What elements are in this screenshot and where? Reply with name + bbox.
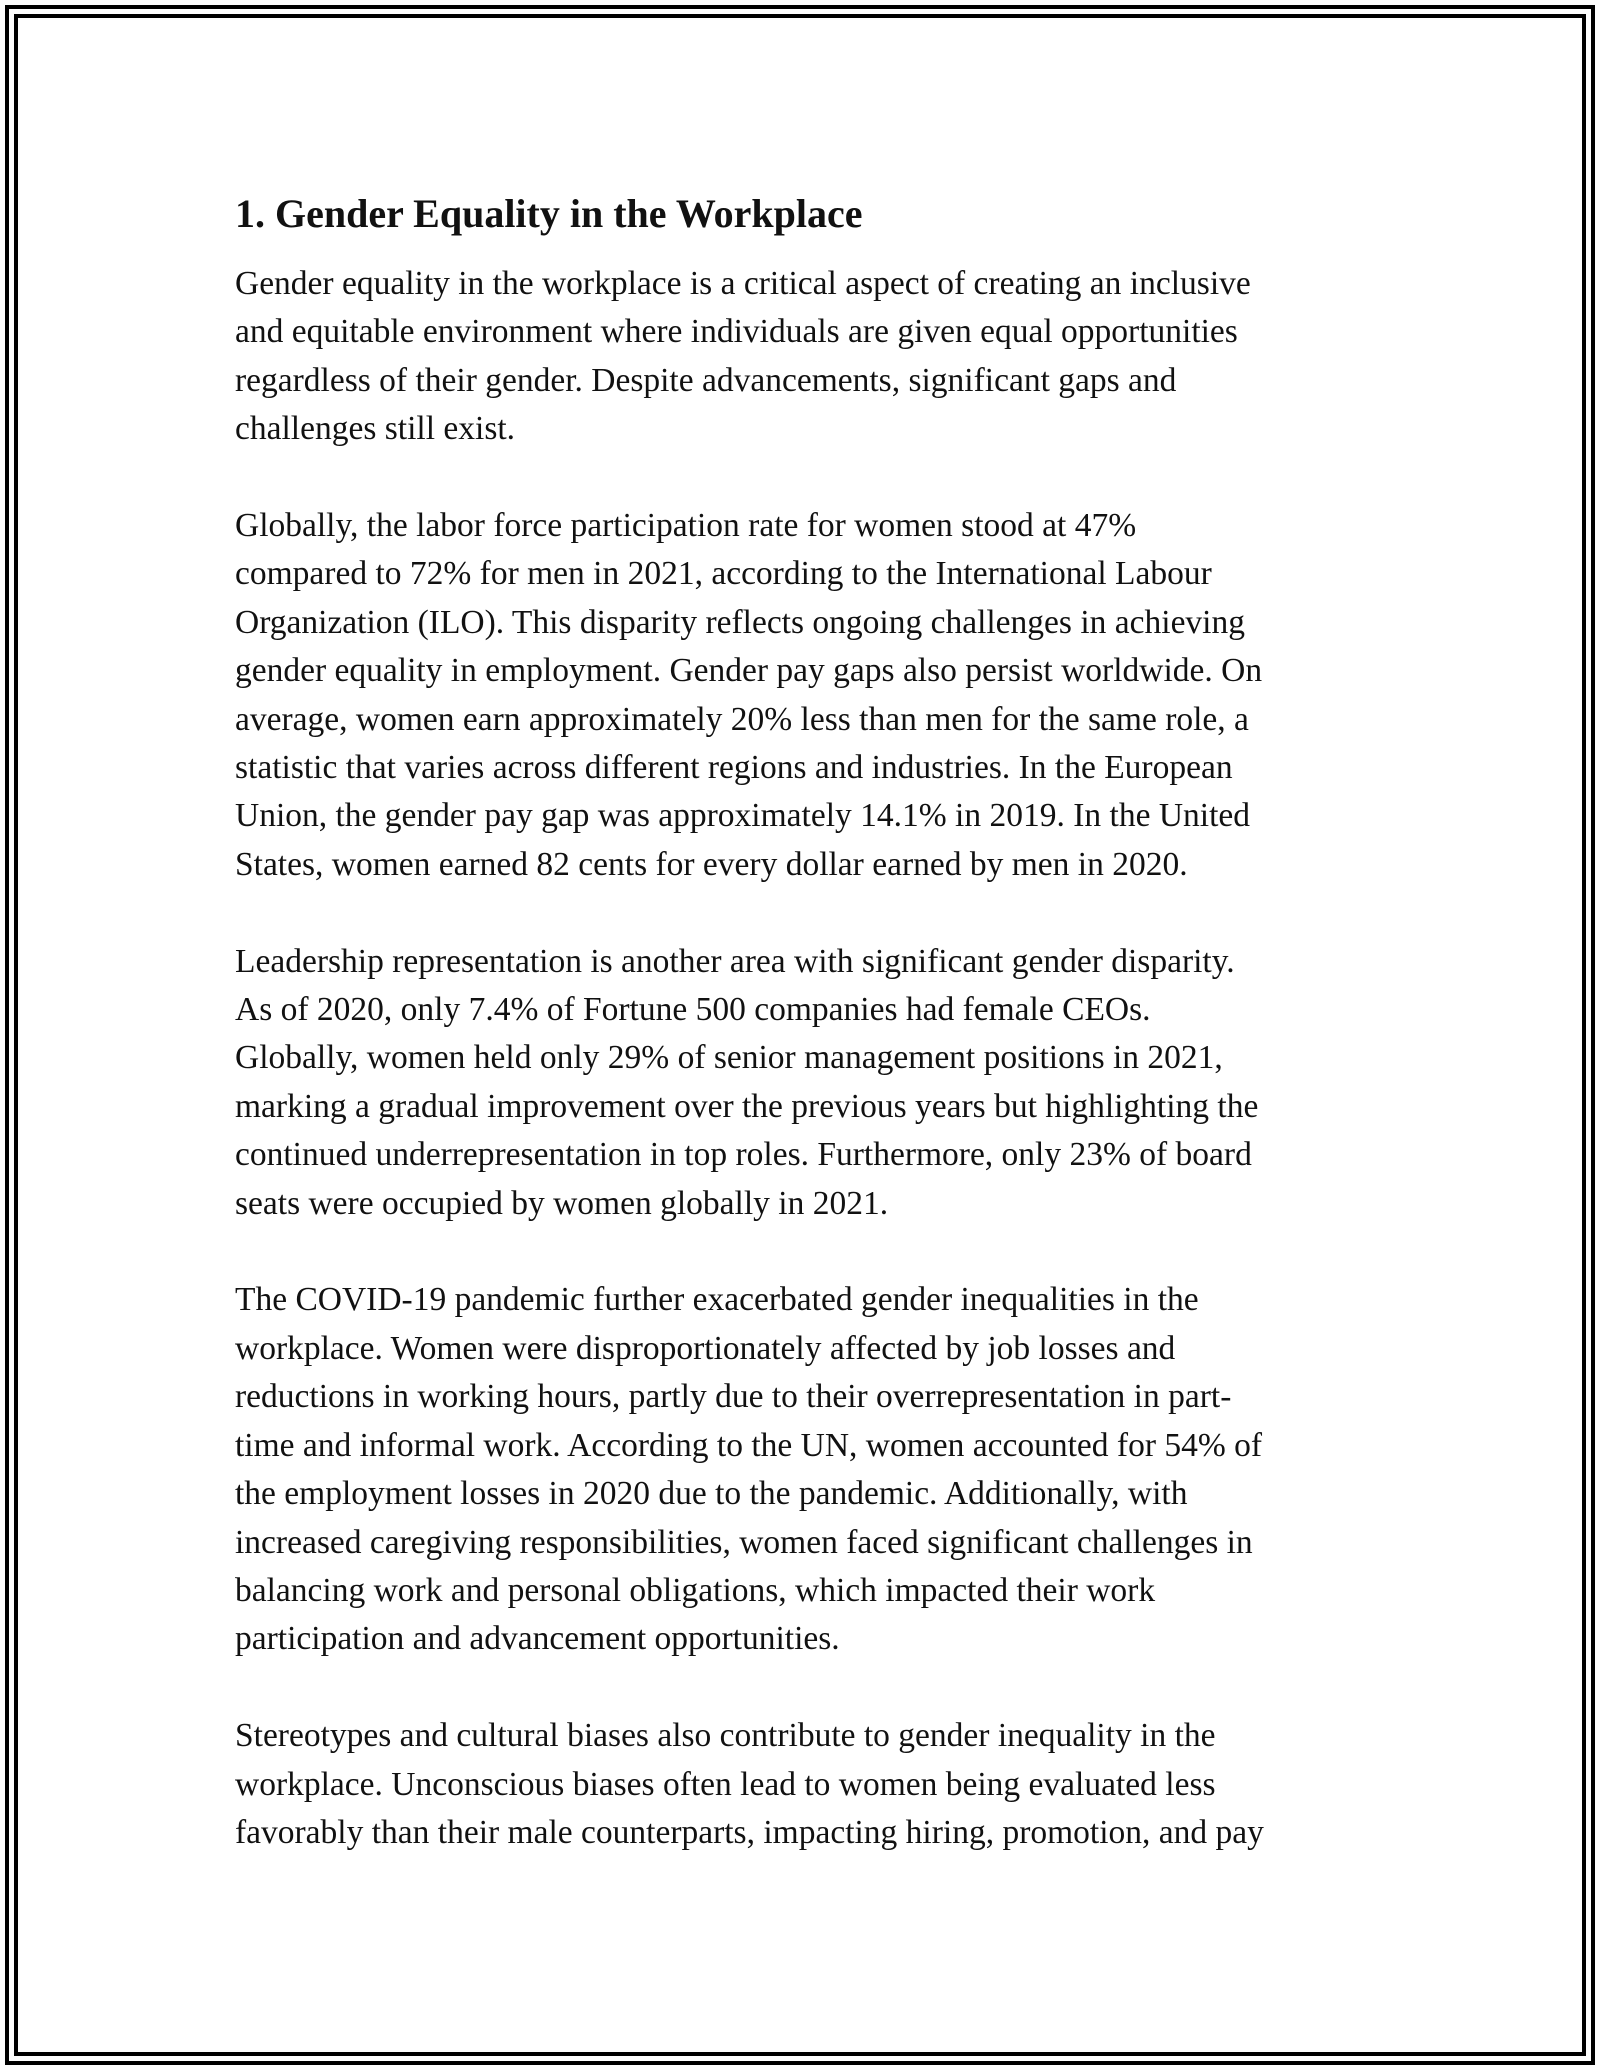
text-line: Union, the gender pay gap was approximately 14.1% in 2019. In the United xyxy=(235,797,1250,835)
text-line: workplace. Women were disproportionately affected by job losses and xyxy=(235,1329,1176,1367)
paragraph-covid xyxy=(235,1276,1375,1663)
text-line: statistic that varies across different regions and industries. In the European xyxy=(235,749,1233,787)
text-line: seats were occupied by women globally in 2021. xyxy=(235,1184,889,1222)
text-line: As of 2020, only 7.4% of Fortune 500 companies had female CEOs. xyxy=(235,991,1151,1029)
text-line: Gender equality in the workplace is a critical aspect of creating an inclusive xyxy=(235,265,1251,302)
text-line: States, women earned 82 cents for every dollar earned by men in 2020. xyxy=(235,845,1188,883)
text-line: workplace. Unconscious biases often lead to women being evaluated less xyxy=(235,1765,1216,1803)
text-line: increased caregiving responsibilities, women faced significant challenges in xyxy=(235,1523,1253,1561)
text-line: gender equality in employment. Gender pay gaps also persist worldwide. On xyxy=(235,652,1263,690)
text-line: marking a gradual improvement over the previous years but highlighting the xyxy=(235,1087,1259,1125)
document-body xyxy=(235,186,1375,1906)
text-line: challenges still exist. xyxy=(235,410,516,448)
text-line: Globally, the labor force participation rate for women stood at 47% xyxy=(235,507,1137,545)
text-line: Organization (ILO). This disparity reflects ongoing challenges in achieving xyxy=(235,603,1245,641)
text-line: balancing work and personal obligations, which impacted their work xyxy=(235,1571,1156,1609)
paragraph-leadership xyxy=(235,938,1375,1228)
text-line: the employment losses in 2020 due to the pandemic. Additionally, with xyxy=(235,1475,1188,1513)
paragraph-stereotypes xyxy=(235,1712,1375,1857)
text-line: favorably than their male counterparts, impacting hiring, promotion, and pay xyxy=(235,1813,1264,1851)
text-line: Leadership representation is another area with significant gender disparity. xyxy=(235,942,1235,980)
text-line: and equitable environment where individuals are given equal opportunities xyxy=(235,313,1238,351)
text-line: time and informal work. According to the UN, women accounted for 54% of xyxy=(235,1426,1263,1464)
text-line: Stereotypes and cultural biases also contribute to gender inequality in the xyxy=(235,1717,1216,1755)
paragraph-labor-and-pay xyxy=(235,502,1375,889)
text-line: regardless of their gender. Despite advancements, significant gaps and xyxy=(235,361,1177,399)
text-line: Globally, women held only 29% of senior management positions in 2021, xyxy=(235,1039,1223,1077)
paragraph-intro xyxy=(235,260,1375,454)
text-line: compared to 72% for men in 2021, according to the International Labour xyxy=(235,555,1212,593)
text-line: The COVID-19 pandemic further exacerbated gender inequalities in the xyxy=(235,1281,1199,1319)
text-line: continued underrepresentation in top roles. Furthermore, only 23% of board xyxy=(235,1136,1252,1174)
text-line: participation and advancement opportunities. xyxy=(235,1620,840,1658)
text-line: reductions in working hours, partly due to their overrepresentation in part- xyxy=(235,1378,1232,1416)
section-heading: 1. Gender Equality in the Workplace xyxy=(235,191,863,236)
text-line: average, women earn approximately 20% less than men for the same role, a xyxy=(235,700,1249,738)
